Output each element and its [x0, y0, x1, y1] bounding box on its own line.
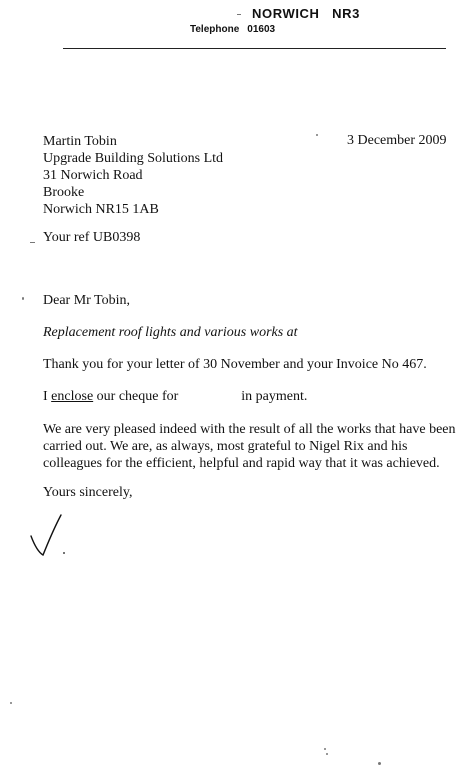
- letterhead-city: NORWICH NR3: [252, 6, 360, 21]
- signature-mark: [28, 512, 74, 560]
- closing: Yours sincerely,: [43, 485, 133, 500]
- cheque-line: [43, 389, 307, 405]
- addressee-company: Upgrade Building Solutions Ltd: [43, 151, 224, 166]
- scan-speck: [324, 748, 326, 750]
- scan-speck: [237, 14, 241, 15]
- letter-date: 3 December 2009: [347, 133, 447, 148]
- scan-speck: [316, 134, 318, 136]
- subject-line: Replacement roof lights and various works at: [43, 325, 298, 340]
- letterhead-rule: [63, 48, 446, 49]
- addressee-name: Martin Tobin: [43, 134, 117, 149]
- cheque-middle: our cheque for: [93, 389, 179, 404]
- addressee-town: Norwich NR15 1AB: [43, 202, 159, 217]
- paragraph-line: carried out. We are, as always, most grateful to Nigel Rix and his: [43, 439, 408, 454]
- scan-speck: [378, 762, 381, 765]
- telephone-label: Telephone: [190, 24, 240, 35]
- salutation: Dear Mr Tobin,: [43, 293, 131, 308]
- your-reference: Your ref UB0398: [43, 230, 141, 245]
- scan-speck: [10, 702, 12, 704]
- addressee-locality: Brooke: [43, 185, 85, 200]
- body-paragraph: [43, 421, 455, 472]
- cheque-enclose-word: enclose: [51, 389, 94, 404]
- thanks-line: Thank you for your letter of 30 November and your Invoice No 467.: [43, 357, 427, 372]
- paragraph-line: colleagues for the efficient, helpful and rapid way that it was achieved.: [43, 456, 440, 471]
- scan-speck: [30, 242, 35, 243]
- cheque-prefix: I: [43, 389, 52, 404]
- scan-speck: [326, 753, 328, 755]
- addressee-street: 31 Norwich Road: [43, 168, 143, 183]
- addressee-block: [43, 133, 223, 218]
- paragraph-line: We are very pleased indeed with the result of all the works that have been: [43, 422, 456, 437]
- cheque-suffix: in payment.: [241, 389, 308, 404]
- letterhead-telephone: [190, 24, 275, 35]
- telephone-code: 01603: [247, 24, 276, 35]
- scan-speck: [22, 297, 24, 300]
